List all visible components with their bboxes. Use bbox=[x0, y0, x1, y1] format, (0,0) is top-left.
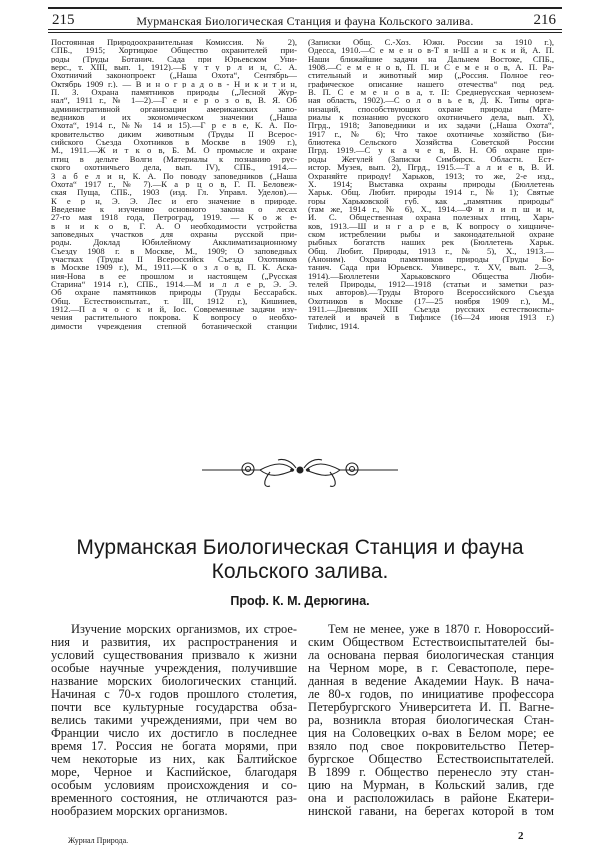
text-line: данная в ведение Академии Наук. В нача- bbox=[308, 675, 554, 688]
text-line: почти все культурные государства обза- bbox=[51, 701, 297, 714]
text-line: Общ. Естествоиспытат., т. III, 1912 г.), Кишинев, bbox=[51, 296, 297, 305]
text-line: ском истреблении рыбы и законодательной охране bbox=[308, 229, 554, 239]
text-line: взяло под свое покровительство Петер- bbox=[308, 740, 554, 753]
text-line: нал“, 1911 г., № 1—2).—Г е н е р о з о в, В. Я. Об bbox=[51, 96, 297, 105]
article-title-line-1: Мурманская Биологическая Станция и фауна bbox=[76, 536, 524, 559]
text-line: ра, возникла вторая биологическая Стан- bbox=[308, 714, 554, 727]
references-left-column bbox=[51, 38, 297, 330]
text-line: роды (Труды Ботанич. Сада при Юрьевском Уни- bbox=[51, 54, 297, 64]
text-line: Октябрь 1909 г.). — В и н о г р а д о в - Н и к и т и н, bbox=[51, 79, 297, 89]
text-line: М., 1911.—Ж и т к о в, Б. М. О промысле и охране bbox=[51, 146, 297, 155]
text-line: Наши ближайшие задачи на Дальнем Востоке, СПБ., bbox=[308, 54, 554, 64]
text-line: 1912.—П а ч о с к и й, Іос. Современные задачи изу- bbox=[51, 305, 297, 314]
text-line: бургское Общество Естествоиспытателей. bbox=[308, 753, 554, 766]
text-line: особым условиям происхождения и со- bbox=[51, 779, 297, 792]
page-number-right: 216 bbox=[533, 12, 556, 28]
text-line: Изучение морских организмов, их строе- bbox=[71, 623, 297, 636]
article-left-column bbox=[51, 623, 297, 818]
text-line: Старина“ 1914 г.), СПБ., 1914.—М и л л е р, Э. Э. bbox=[51, 279, 297, 289]
text-line: рыбных богатств наших рек (Бюллетень Харьк. bbox=[308, 238, 554, 247]
text-line: Общ. Любит. Природы, 1913 г., № 5), Х., 1913.— bbox=[308, 246, 554, 255]
header-bottom-rule-2 bbox=[48, 32, 562, 33]
text-line: в н и к о в, Г. А. О необходимости устройства bbox=[51, 221, 297, 230]
text-line: Тифлис, 1914. bbox=[308, 321, 360, 331]
text-line: роды Жегулей (Записки Симбирск. Областн. Ест- bbox=[308, 154, 554, 164]
text-line: роды. Доклад Юбилейному Акклиматизационному bbox=[51, 238, 297, 247]
text-line: 1908.—С е м е н о в, П. П. и С е м е н о в, А. П. Ра- bbox=[308, 63, 554, 72]
header-top-rule bbox=[48, 7, 562, 9]
text-line: время 17. Россия не богата морями, при bbox=[51, 740, 297, 753]
text-line: кровительство диким животным (Труды II Всерос- bbox=[51, 129, 297, 139]
text-line: временного состояния, не отличаются раз- bbox=[51, 792, 297, 805]
text-line: (там же, 1914 г., № 6), Х., 1914.—Ф и л и п ш и н, bbox=[308, 204, 554, 214]
text-line: особые научные учреждения, получившие bbox=[51, 662, 297, 675]
text-line: Охотников в Москве (17—25 ноября 1909 г.), М., bbox=[308, 296, 554, 305]
text-line: условий существования призвало к жизни bbox=[51, 649, 297, 662]
text-line: 1917 г., № 6); Что такое охотничье хозяйство (Би- bbox=[308, 129, 554, 139]
text-line: (Записки Общ. С.-Хоз. Южн. России за 1910 г.), bbox=[308, 38, 554, 47]
text-line: Франции число их достигло в последнее bbox=[51, 727, 297, 740]
article-author: Проф. К. М. Дерюгина. bbox=[230, 594, 370, 608]
text-line: ским Обществом Естествоиспытателей бы- bbox=[308, 636, 554, 649]
text-line: цию на Мурман, в Кольский залив, где bbox=[308, 779, 554, 792]
text-line: 1911.—Дневник XIII Съезда русских естествоиспы- bbox=[308, 305, 554, 314]
text-line: К е р н, Э. Э. Лес и его значение в природе. bbox=[51, 196, 297, 205]
header-bottom-rule bbox=[48, 29, 562, 30]
text-line: нинской гавани, на берегах которой в том bbox=[308, 805, 554, 818]
text-line: море, Черное и Каспийское, благодаря bbox=[51, 766, 297, 779]
text-line: ле 80-х годов, по инициативе профессора bbox=[308, 688, 554, 701]
text-line: чения растительного покрова. К вопросу о необхо- bbox=[51, 313, 297, 322]
text-line: В 1899 г. Общество перенесло эту стан- bbox=[308, 766, 554, 779]
text-line: ков, 1913.—Ш и н г а р е в, К вопросу о хищниче- bbox=[308, 221, 554, 230]
text-line: сийского Съезда Охотников в Москве в 1909 г.), bbox=[51, 138, 297, 147]
text-line: В. П. С е м е н о в а, т. II: Среднерусская чернозем- bbox=[308, 88, 554, 97]
text-line: 1914).—Бюллетени Харьковского Общества Люби- bbox=[308, 271, 554, 280]
text-line: блиотека Сельского Хозяйства Советской России bbox=[308, 138, 554, 147]
text-line: (Аноним). Охрана памятников природы (Труды Бо- bbox=[308, 254, 554, 264]
text-line: риалы к познанию русского охотничьего дела, вып. X), bbox=[308, 113, 554, 122]
text-line: 27-го мая 1918 года, Петроград, 1919. — К о ж е- bbox=[51, 213, 297, 222]
text-line: ция на Соловецких о-вах в Белом море; ее bbox=[308, 727, 554, 740]
article-title-line-2: Кольского залива. bbox=[211, 560, 389, 583]
text-line: горы Харьковской губ. как „памятник природы“ bbox=[308, 196, 554, 205]
text-line: велись такими учреждениями, при чем во bbox=[51, 714, 297, 727]
text-line: чем некоторые из них, как Балтийское bbox=[51, 753, 297, 766]
text-line: ская Пуща, СПБ., 1903 (изд. Гл. Управл. Уделов).— bbox=[51, 188, 297, 197]
article-right-column bbox=[308, 623, 554, 818]
text-line: заповедных участков для охраны русской при- bbox=[51, 229, 297, 239]
text-line: Харьк. Общ. Любит. природы 1914 г., № 1); Святые bbox=[308, 188, 554, 197]
text-line: Охотничий законопроект („Наша Охота“, Сентябрь— bbox=[51, 71, 297, 80]
text-line: ла основана первая биологическая станция bbox=[308, 649, 554, 662]
text-line: ния-Нова в ее прошлом и настоящем („Русская bbox=[51, 271, 297, 280]
text-line: димости учреждения степной ботанической станции bbox=[51, 321, 297, 331]
journal-footer: Журнал Природа. bbox=[68, 836, 129, 845]
text-line: стительный и животный мир („Россия. Полное гео- bbox=[308, 71, 554, 80]
text-line: Начиная с 70-х годов прошлого столетия, bbox=[51, 688, 297, 701]
text-line: низаций, способствующих охране природы (Мате- bbox=[308, 104, 554, 114]
text-line: Петербургского Университета И. П. Вагне- bbox=[308, 701, 554, 714]
text-line: Об охране памятников природы (Труды Бессарабск. bbox=[51, 288, 297, 297]
text-line: Съезду 1908 г. в Москве, М., 1909; О заповедных bbox=[51, 246, 297, 255]
text-line: ведников и их экономическом значении („Наша bbox=[51, 113, 297, 122]
article-title bbox=[0, 536, 600, 584]
references-right-column bbox=[308, 38, 554, 330]
text-line: Охота“, 1914 г., №№ 14 и 15).—Г р е в е, К. А. По- bbox=[51, 121, 297, 130]
text-line: Одесса, 1910.—С е м е н о в-Т я н-Ш а н с к и й, А. П. bbox=[308, 46, 554, 55]
text-line: Введение к изучению основного закона о лесах bbox=[51, 204, 297, 214]
text-line: СПБ., 1915; Хортицкое Общество охранителей при- bbox=[51, 46, 297, 55]
text-line: П. З. Охрана памятников природы („Лесной Жур- bbox=[51, 88, 297, 97]
text-line: ского охотничьего дела, вып. IV), СПБ., 1914.— bbox=[51, 163, 297, 172]
text-line: Пгрд., 1918; Заповедники и их задачи („Наша Охота“, bbox=[308, 121, 554, 130]
text-line: ная область, 1902).—С о л о в ь е в, Д. К. Типы орга- bbox=[308, 96, 554, 105]
text-line: Охраняйте природу! Харьков, 1913; то же, 2-е изд., bbox=[308, 171, 554, 180]
ornament-divider-icon bbox=[200, 456, 400, 490]
text-line: З а б е л и н, К. А. По поводу заповедников („Наша bbox=[51, 171, 297, 180]
text-line: Х. 1914; Выставка охраны природы (Бюллетень bbox=[308, 179, 554, 189]
running-title: Мурманская Биологическая Станция и фауна Кольского залива. bbox=[136, 14, 474, 28]
text-line: Охота“ 1917 г., № 7).—К а р ц о в, Г. П. Беловеж- bbox=[51, 179, 297, 189]
text-line: истор. Музея, вып. 2), Пгрд., 1915.—Т а л и е в, В. И. bbox=[308, 163, 554, 172]
running-header bbox=[50, 12, 560, 28]
text-line: графическое описание нашего отечества“ под ред. bbox=[308, 79, 554, 89]
text-line: телей Природы, 1912—1918 (статьи и заметки раз- bbox=[308, 279, 554, 289]
text-line: Тем не менее, уже в 1870 г. Новороссий- bbox=[328, 623, 554, 636]
sheet-number: 2 bbox=[518, 830, 524, 842]
text-line: Пгрд. 1919.—С у к а ч е в, В. Н. Об охране при- bbox=[308, 146, 554, 155]
page-number-left: 215 bbox=[52, 12, 75, 28]
text-line: верс., т. XIII, вып. 1, 1912).—Б у т у р л и н, С. А. bbox=[51, 63, 297, 72]
text-line: участках (Труды II Всероссийск Съезда Охотников bbox=[51, 254, 297, 264]
text-line: на Черном море, в г. Севастополе, пере- bbox=[308, 662, 554, 675]
text-line: птиц в дельте Волги (Материалы к познанию рус- bbox=[51, 154, 297, 164]
text-line: административной организации американских запо- bbox=[51, 104, 297, 114]
text-line: название морских биологических станций. bbox=[51, 675, 297, 688]
text-line: Постоянная Природоохранительная Комиссия. № 2), bbox=[51, 38, 297, 47]
text-line: тателей и врачей в Тифлисе (16—24 июня 1913 г.) bbox=[308, 313, 554, 322]
text-line: она и расположилась в районе Екатери- bbox=[308, 792, 554, 805]
text-line: ных авторов).—Труды Второго Всероссийского Съезда bbox=[308, 288, 554, 297]
text-line: танич. Сада при Юрьевск. Универс., т. XV, вып. 2—3, bbox=[308, 263, 554, 272]
text-line: И. С. Общественная охрана полезных птиц, Харь- bbox=[308, 213, 554, 222]
text-line: нообразием морских организмов. bbox=[51, 805, 228, 818]
text-line: ния и развития, их распространения и bbox=[51, 636, 297, 649]
text-line: в Москве 1909 г.), М., 1911.—К о з л о в, П. К. Аска- bbox=[51, 263, 297, 272]
